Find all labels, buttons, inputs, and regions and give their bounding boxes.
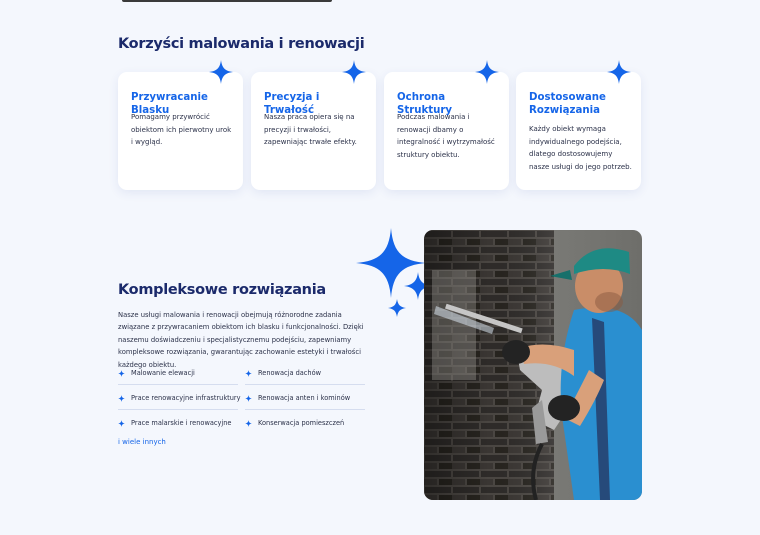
service-item [245,387,365,410]
sparkle-bullet-icon [245,370,252,377]
service-item-label: Renowacja dachów [258,369,322,377]
sparkle-icon [607,60,631,84]
service-item [245,412,365,434]
sparkle-bullet-icon [118,395,125,402]
benefit-card-title: Ochrona Struktury [397,92,453,116]
solutions-title: Kompleksowe rozwiązania [118,282,326,298]
benefit-card-title: Przywracanie Blasku [131,92,208,116]
benefit-card-description: Podczas malowania i renowacji dbamy o integralność i wytrzymałość struktury obiektu. [397,113,495,159]
service-item-label: Prace renowacyjne infrastruktury [131,394,241,402]
benefit-card-description: Każdy obiekt wymaga indywidualnego podejścia, dlatego dostosowujemy nasze usługi do jego potrzeb. [529,125,632,171]
sparkle-bullet-icon [118,370,125,377]
benefits-title: Korzyści malowania i renowacji [118,36,365,52]
service-item [245,362,365,385]
service-item-label: Renowacja anten i kominów [258,394,351,402]
benefit-card-description: Pomagamy przywrócić obiektom ich pierwotny urok i wygląd. [131,113,232,146]
sparkle-icon [342,60,366,84]
service-item-label: Malowanie elewacji [131,369,195,377]
previous-section-image-edge [122,0,332,2]
sparkle-bullet-icon [118,420,125,427]
service-item-label: Prace malarskie i renowacyjne [131,419,232,427]
sparkle-icon [475,60,499,84]
benefit-card-restoring-shine [118,72,243,190]
benefit-card-structure-protection [384,72,509,190]
service-item [118,387,241,410]
service-item-label: Konserwacja pomieszczeń [258,419,345,427]
benefit-card-title: Precyzja i Trwałość [264,92,320,116]
sparkle-icon [209,60,233,84]
sparkle-bullet-icon [245,395,252,402]
sparkle-bullet-icon [245,420,252,427]
benefit-card-description: Nasza praca opiera się na precyzji i trwałości, zapewniając trwałe efekty. [264,113,357,146]
benefit-card-precision [251,72,376,190]
more-services-link[interactable]: i wiele innych [118,438,166,446]
benefit-card-tailored-solutions [516,72,641,190]
solutions-intro: Nasze usługi malowania i renowacji obejmują różnorodne zadania związane z przywracaniem obiektom ich blasku i funkcjonalności. Dzięki naszemu doświadczeniu i specjalistycznemu podejściu, zapewniamy kompleksowe rozwiązania, gwarantując zachowanie estetyki i trwałości każdego obiektu. [118,311,364,369]
service-item [118,412,238,434]
worker-pressure-washing-photo [424,230,642,500]
benefit-card-title: Dostosowane Rozwiązania [529,92,606,116]
service-item [118,362,238,385]
